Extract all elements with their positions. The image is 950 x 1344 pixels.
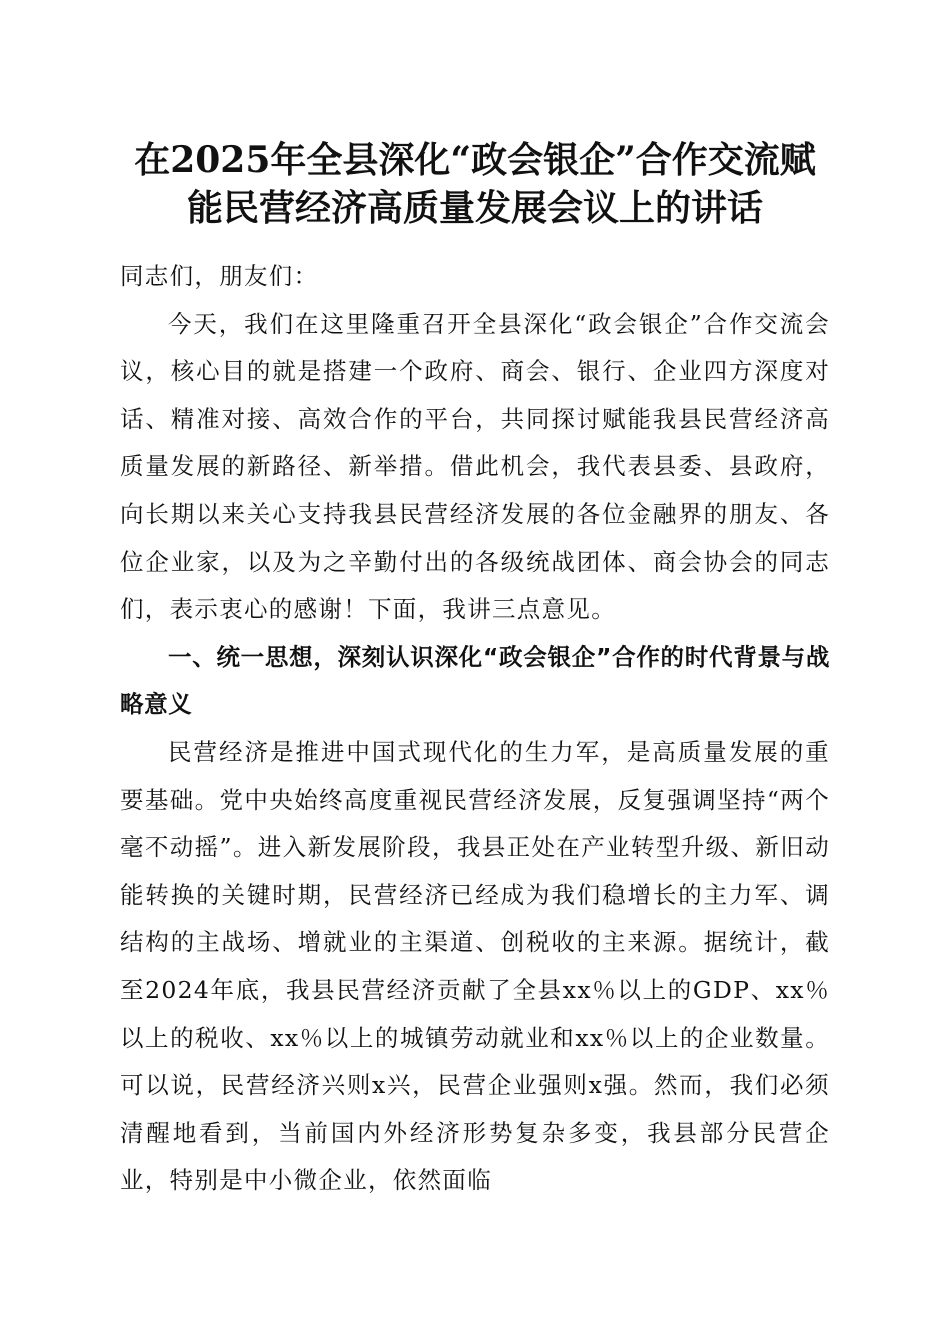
document-body bbox=[120, 253, 830, 1205]
section-heading-1: 一、统一思想，深刻认识深化“政会银企”合作的时代背景与战略意义 bbox=[120, 642, 830, 719]
document-title-line-2: 能民营经济高质量发展会议上的讲话 bbox=[186, 187, 763, 229]
paragraph-section-1: 民营经济是推进中国式现代化的生力军，是高质量发展的重要基础。党中央始终高度重视民营经济发展，反复强调坚持“两个毫不动摇”。进入新发展阶段，我县正处在产业转型升级、新旧动能转换的关键时期，民营经济已经成为我们稳增长的主力军、调结构的主战场、增就业的主渠道、创税收的主来源。据统计，截至2024年底，我县民营经济贡献了全县xx％以上的GDP、xx％以上的税收、xx％以上的城镇劳动就业和xx％以上的企业数量。可以说，民营经济兴则x兴，民营企业强则x强。然而，我们必须清醒地看到，当前国内外经济形势复杂多变，我县部分民营企业，特别是中小微企业，依然面临 bbox=[120, 737, 830, 1195]
document-title-line-1: 在2025年全县深化“政会银企”合作交流赋 bbox=[134, 139, 816, 181]
paragraph-opening: 今天，我们在这里隆重召开全县深化“政会银企”合作交流会议，核心目的就是搭建一个政府、商会、银行、企业四方深度对话、精准对接、高效合作的平台，共同探讨赋能我县民营经济高质量发展的新路径、新举措。借此机会，我代表县委、县政府，向长期以来关心支持我县民营经济发展的各位金融界的朋友、各位企业家，以及为之辛勤付出的各级统战团体、商会协会的同志们，表示衷心的感谢！下面，我讲三点意见。 bbox=[120, 309, 830, 624]
salutation: 同志们，朋友们： bbox=[120, 262, 319, 290]
